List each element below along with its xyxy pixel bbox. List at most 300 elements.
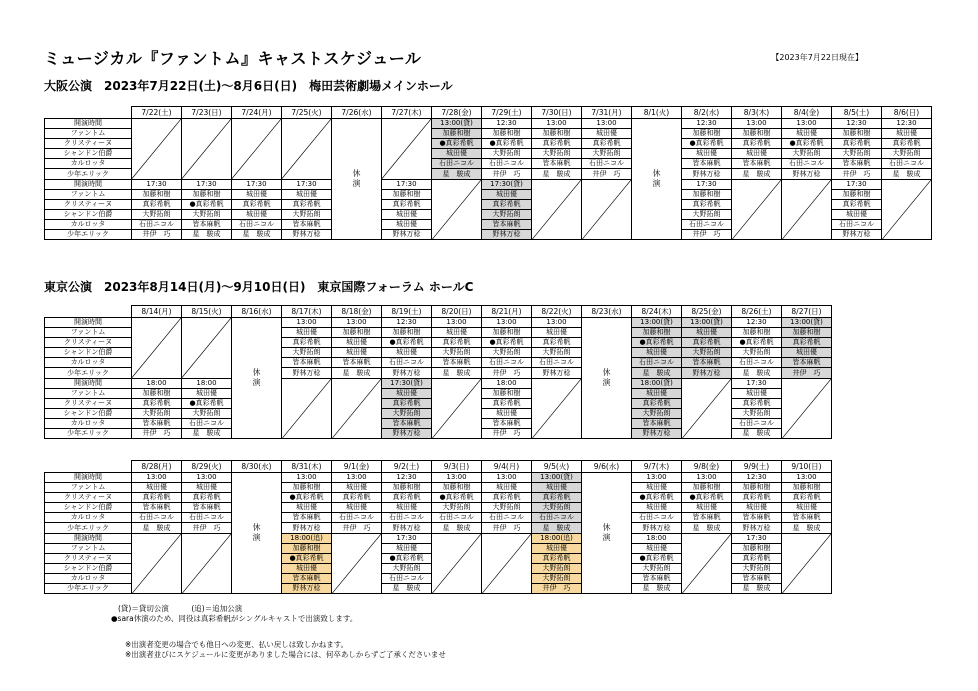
cast-cell: 加藤和樹: [282, 543, 332, 553]
show-time-cell: 13:00: [332, 473, 382, 483]
cast-cell: 加藤和樹: [682, 483, 732, 493]
cast-cell: 城田優: [182, 483, 232, 493]
date-header: 8/22(火): [532, 306, 582, 318]
no-performance-cell: [682, 378, 732, 439]
show-time-cell: 12:30: [482, 119, 532, 129]
cast-cell: 真彩希帆: [582, 139, 632, 149]
cast-cell: 大野拓朗: [132, 209, 182, 219]
role-label: シャンドン伯爵: [45, 149, 132, 159]
show-time-cell: 13:00: [682, 473, 732, 483]
cast-cell: 大野拓朗: [382, 408, 432, 418]
role-label: シャンドン伯爵: [45, 408, 132, 418]
date-header: 9/2(土): [382, 461, 432, 473]
cast-cell: 野林万稔: [532, 368, 582, 378]
cast-cell: ●真彩希帆: [782, 139, 832, 149]
cast-cell: 大野拓朗: [732, 408, 782, 418]
cast-cell: ●真彩希帆: [632, 338, 682, 348]
cast-cell: 城田優: [332, 503, 382, 513]
cast-cell: 井伊 巧: [682, 230, 732, 240]
cast-cell: 星 駿成: [732, 429, 782, 439]
cast-cell: 石田ニコル: [832, 219, 882, 229]
cast-cell: 大野拓朗: [582, 149, 632, 159]
show-time-cell: 13:00: [282, 473, 332, 483]
cast-cell: 井伊 巧: [482, 429, 532, 439]
cast-cell: 星 駿成: [132, 523, 182, 533]
date-header: 9/6(水): [582, 461, 632, 473]
cast-cell: 城田優: [432, 149, 482, 159]
show-time-cell: 13:00: [332, 318, 382, 328]
show-time-cell: 13:00: [582, 119, 632, 129]
cast-cell: 真彩希帆: [232, 199, 282, 209]
cast-cell: 加藤和樹: [782, 328, 832, 338]
show-time-cell: 12:30: [382, 473, 432, 483]
cast-cell: 井伊 巧: [182, 523, 232, 533]
cast-cell: 石田ニコル: [582, 159, 632, 169]
cast-cell: 加藤和樹: [482, 129, 532, 139]
footnote-2: ※出演者並びにスケジュールに変更がありました場合には、何卒あしからずご了承くださいませ: [125, 650, 446, 659]
role-label: 開演時間: [45, 473, 132, 483]
date-header: 9/8(金): [682, 461, 732, 473]
date-header: 9/3(日): [432, 461, 482, 473]
cast-cell: 真彩希帆: [882, 139, 932, 149]
cast-cell: 星 駿成: [432, 169, 482, 179]
role-label: シャンドン伯爵: [45, 503, 132, 513]
cast-cell: 大野拓朗: [532, 563, 582, 573]
cast-cell: 真彩希帆: [532, 338, 582, 348]
cast-cell: 真彩希帆: [682, 199, 732, 209]
cast-cell: 大野拓朗: [432, 503, 482, 513]
cast-cell: 城田優: [382, 388, 432, 398]
date-header: 8/15(火): [182, 306, 232, 318]
legend-line-1: (貸)＝貸切公演 (追)＝追加公演: [118, 604, 243, 613]
cast-cell: 大野拓朗: [482, 503, 532, 513]
show-time-cell: 13:00(貸): [632, 318, 682, 328]
no-performance-cell: [332, 533, 382, 594]
cast-cell: 野林万稔: [282, 230, 332, 240]
show-time-cell: 17:30: [832, 179, 882, 189]
date-header: 7/29(土): [482, 107, 532, 119]
cast-cell: 真彩希帆: [682, 338, 732, 348]
cast-cell: 大野拓朗: [182, 408, 232, 418]
date-header: 7/23(日): [182, 107, 232, 119]
cast-cell: 大野拓朗: [732, 348, 782, 358]
no-performance-cell: [332, 378, 382, 439]
cast-cell: 皆本麻帆: [282, 513, 332, 523]
role-label: 少年エリック: [45, 169, 132, 179]
cast-cell: 皆本麻帆: [182, 503, 232, 513]
cast-cell: 皆本麻帆: [732, 159, 782, 169]
tokyo-venue: 東京公演 2023年8月14日(月)～9月10日(日) 東京国際フォーラム ホールC: [44, 280, 474, 294]
cast-cell: 大野拓朗: [182, 209, 232, 219]
show-time-cell: 18:00(追): [532, 533, 582, 543]
no-performance-cell: [782, 533, 832, 594]
cast-cell: 野林万稔: [632, 429, 682, 439]
cast-cell: 星 駿成: [782, 523, 832, 533]
cast-cell: 城田優: [732, 503, 782, 513]
cast-cell: 野林万稔: [732, 523, 782, 533]
cast-cell: 石田ニコル: [182, 513, 232, 523]
date-header: 9/4(月): [482, 461, 532, 473]
cast-cell: 石田ニコル: [682, 219, 732, 229]
role-label: 少年エリック: [45, 230, 132, 240]
no-performance-cell: [432, 533, 482, 594]
date-header: 7/26(水): [332, 107, 382, 119]
role-label: 開演時間: [45, 318, 132, 328]
cast-cell: 星 駿成: [732, 368, 782, 378]
date-header: 8/24(木): [632, 306, 682, 318]
no-performance-cell: [282, 378, 332, 439]
cast-cell: 真彩希帆: [732, 493, 782, 503]
cast-cell: 真彩希帆: [532, 493, 582, 503]
show-time-cell: 13:00(貸): [432, 119, 482, 129]
osaka-venue: 大阪公演 2023年7月22日(土)～8月6日(日) 梅田芸術劇場メインホール: [44, 79, 453, 93]
rest-day-cell: 休演: [232, 318, 282, 439]
cast-cell: ●真彩希帆: [682, 493, 732, 503]
cast-cell: 加藤和樹: [532, 129, 582, 139]
show-time-cell: 12:30: [882, 119, 932, 129]
cast-cell: 真彩希帆: [732, 553, 782, 563]
cast-cell: 石田ニコル: [382, 573, 432, 583]
cast-cell: 野林万稔: [632, 523, 682, 533]
cast-cell: 城田優: [132, 483, 182, 493]
cast-cell: 加藤和樹: [282, 483, 332, 493]
date-header: 8/31(木): [282, 461, 332, 473]
show-time-cell: 12:30: [832, 119, 882, 129]
cast-cell: 真彩希帆: [432, 338, 482, 348]
cast-cell: 加藤和樹: [382, 189, 432, 199]
cast-cell: 大野拓朗: [832, 149, 882, 159]
show-time-cell: 13:00: [782, 119, 832, 129]
date-header: 7/31(月): [582, 107, 632, 119]
show-time-cell: 13:00: [532, 119, 582, 129]
cast-cell: 加藤和樹: [182, 189, 232, 199]
cast-cell: 大野拓朗: [732, 563, 782, 573]
cast-cell: 加藤和樹: [682, 189, 732, 199]
no-performance-cell: [232, 119, 282, 180]
cast-cell: 真彩希帆: [632, 398, 682, 408]
cast-cell: 真彩希帆: [782, 338, 832, 348]
cast-cell: 城田優: [782, 348, 832, 358]
cast-cell: 皆本麻帆: [382, 418, 432, 428]
cast-cell: 大野拓朗: [382, 563, 432, 573]
cast-cell: 城田優: [532, 328, 582, 338]
cast-cell: 大野拓朗: [132, 408, 182, 418]
show-time-cell: 13:00: [182, 473, 232, 483]
cast-cell: ●真彩希帆: [282, 553, 332, 563]
role-label: クリスティーヌ: [45, 553, 132, 563]
role-label: 少年エリック: [45, 429, 132, 439]
role-label: 少年エリック: [45, 523, 132, 533]
date-header: 8/2(水): [682, 107, 732, 119]
date-header: 9/10(日): [782, 461, 832, 473]
cast-cell: 城田優: [382, 219, 432, 229]
cast-cell: 石田ニコル: [732, 418, 782, 428]
no-performance-cell: [132, 318, 182, 379]
no-performance-cell: [182, 318, 232, 379]
role-label: クリスティーヌ: [45, 493, 132, 503]
no-performance-cell: [382, 119, 432, 180]
cast-cell: 加藤和樹: [482, 328, 532, 338]
cast-cell: 星 駿成: [232, 230, 282, 240]
no-performance-cell: [182, 533, 232, 594]
date-header: 8/19(土): [382, 306, 432, 318]
cast-cell: 星 駿成: [332, 368, 382, 378]
cast-cell: 皆本麻帆: [832, 159, 882, 169]
cast-cell: 城田優: [532, 543, 582, 553]
cast-cell: 加藤和樹: [132, 388, 182, 398]
show-time-cell: 18:00(貸): [632, 378, 682, 388]
show-time-cell: 13:00: [132, 473, 182, 483]
cast-cell: 星 駿成: [182, 230, 232, 240]
cast-cell: 城田優: [532, 483, 582, 493]
show-time-cell: 17:30(貸): [382, 378, 432, 388]
cast-cell: 皆本麻帆: [732, 513, 782, 523]
cast-cell: 大野拓朗: [532, 503, 582, 513]
cast-cell: 城田優: [182, 388, 232, 398]
cast-cell: 城田優: [732, 388, 782, 398]
cast-cell: 城田優: [232, 189, 282, 199]
header-spacer: [45, 107, 132, 119]
cast-cell: 井伊 巧: [132, 230, 182, 240]
cast-cell: 星 駿成: [532, 169, 582, 179]
cast-cell: 大野拓朗: [882, 149, 932, 159]
show-time-cell: 13:00(貸): [782, 318, 832, 328]
role-label: 開演時間: [45, 533, 132, 543]
rest-day-cell: 休演: [332, 119, 382, 240]
role-label: 少年エリック: [45, 368, 132, 378]
no-performance-cell: [782, 179, 832, 240]
date-header: 8/14(月): [132, 306, 182, 318]
cast-cell: 皆本麻帆: [182, 219, 232, 229]
cast-cell: 真彩希帆: [282, 199, 332, 209]
footnotes: [125, 640, 446, 660]
show-time-cell: 18:00: [632, 533, 682, 543]
show-time-cell: 13:00: [432, 473, 482, 483]
cast-cell: 大野拓朗: [282, 348, 332, 358]
cast-cell: 石田ニコル: [532, 358, 582, 368]
date-header: 8/30(水): [232, 461, 282, 473]
cast-cell: 城田優: [282, 563, 332, 573]
cast-cell: 真彩希帆: [132, 199, 182, 209]
no-performance-cell: [432, 378, 482, 439]
cast-cell: 皆本麻帆: [432, 358, 482, 368]
cast-cell: 皆本麻帆: [482, 418, 532, 428]
date-header: 7/22(土): [132, 107, 182, 119]
date-header: 9/7(木): [632, 461, 682, 473]
no-performance-cell: [182, 119, 232, 180]
cast-cell: 城田優: [382, 209, 432, 219]
cast-cell: 石田ニコル: [232, 219, 282, 229]
cast-cell: 城田優: [282, 328, 332, 338]
cast-cell: 城田優: [382, 348, 432, 358]
cast-cell: 城田優: [382, 503, 432, 513]
cast-cell: ●真彩希帆: [732, 338, 782, 348]
cast-cell: ●真彩希帆: [482, 139, 532, 149]
header-spacer: [45, 306, 132, 318]
cast-cell: 加藤和樹: [382, 483, 432, 493]
cast-cell: 野林万稔: [282, 584, 332, 594]
cast-cell: 皆本麻帆: [682, 513, 732, 523]
cast-cell: 真彩希帆: [532, 553, 582, 563]
cast-cell: 井伊 巧: [482, 169, 532, 179]
cast-cell: ●真彩希帆: [682, 139, 732, 149]
show-time-cell: 12:30: [732, 318, 782, 328]
cast-cell: 皆本麻帆: [782, 358, 832, 368]
cast-cell: 井伊 巧: [532, 584, 582, 594]
date-header: 8/20(日): [432, 306, 482, 318]
cast-cell: 野林万稔: [832, 230, 882, 240]
cast-cell: 石田ニコル: [432, 159, 482, 169]
show-time-cell: 18:00: [132, 378, 182, 388]
date-header: 7/24(月): [232, 107, 282, 119]
cast-cell: 真彩希帆: [732, 398, 782, 408]
cast-cell: 星 駿成: [632, 584, 682, 594]
cast-cell: 城田優: [482, 189, 532, 199]
date-header: 9/1(金): [332, 461, 382, 473]
cast-cell: 大野拓朗: [632, 563, 682, 573]
show-time-cell: 13:00: [532, 318, 582, 328]
cast-cell: 城田優: [682, 328, 732, 338]
cast-cell: 真彩希帆: [482, 493, 532, 503]
rest-day-cell: 休演: [582, 473, 632, 594]
cast-cell: 大野拓朗: [282, 209, 332, 219]
cast-cell: 城田優: [332, 338, 382, 348]
cast-cell: 城田優: [332, 483, 382, 493]
role-label: クリスティーヌ: [45, 139, 132, 149]
cast-cell: 城田優: [632, 388, 682, 398]
cast-cell: 城田優: [782, 129, 832, 139]
date-header: 9/9(土): [732, 461, 782, 473]
cast-cell: 加藤和樹: [732, 483, 782, 493]
role-label: 開演時間: [45, 179, 132, 189]
show-time-cell: 13:00: [282, 318, 332, 328]
cast-cell: 星 駿成: [532, 523, 582, 533]
show-time-cell: 17:30(貸): [482, 179, 532, 189]
cast-cell: ●真彩希帆: [382, 553, 432, 563]
date-header: 8/16(水): [232, 306, 282, 318]
show-time-cell: 13:00: [482, 318, 532, 328]
cast-cell: 城田優: [482, 483, 532, 493]
cast-cell: 加藤和樹: [432, 129, 482, 139]
cast-cell: 井伊 巧: [482, 523, 532, 533]
cast-cell: 皆本麻帆: [132, 418, 182, 428]
date-header: 8/17(木): [282, 306, 332, 318]
cast-cell: 皆本麻帆: [632, 418, 682, 428]
date-header: 8/18(金): [332, 306, 382, 318]
role-label: クリスティーヌ: [45, 338, 132, 348]
cast-cell: 真彩希帆: [282, 338, 332, 348]
cast-cell: 加藤和樹: [382, 328, 432, 338]
show-time-cell: 17:30: [382, 179, 432, 189]
cast-cell: 城田優: [282, 189, 332, 199]
show-time-cell: 17:30: [732, 533, 782, 543]
cast-cell: ●真彩希帆: [482, 338, 532, 348]
cast-cell: 星 駿成: [682, 523, 732, 533]
no-performance-cell: [682, 533, 732, 594]
cast-cell: 野林万稔: [382, 523, 432, 533]
cast-cell: 真彩希帆: [132, 493, 182, 503]
cast-cell: 城田優: [782, 503, 832, 513]
cast-cell: 加藤和樹: [132, 189, 182, 199]
date-header: 8/5(土): [832, 107, 882, 119]
show-time-cell: 17:30: [282, 179, 332, 189]
no-performance-cell: [482, 533, 532, 594]
cast-cell: 皆本麻帆: [682, 159, 732, 169]
no-performance-cell: [782, 378, 832, 439]
no-performance-cell: [432, 179, 482, 240]
show-time-cell: 13:00(貸): [682, 318, 732, 328]
cast-cell: 真彩希帆: [182, 493, 232, 503]
cast-cell: 大野拓朗: [432, 348, 482, 358]
date-header: 8/1(火): [632, 107, 682, 119]
cast-cell: 城田優: [282, 503, 332, 513]
date-header: 8/29(火): [182, 461, 232, 473]
cast-cell: 皆本麻帆: [632, 573, 682, 583]
cast-cell: 星 駿成: [432, 523, 482, 533]
cast-cell: 加藤和樹: [732, 129, 782, 139]
rest-day-cell: 休演: [582, 318, 632, 439]
cast-cell: 野林万稔: [382, 429, 432, 439]
cast-cell: 石田ニコル: [432, 513, 482, 523]
cast-cell: 星 駿成: [182, 429, 232, 439]
cast-cell: 石田ニコル: [632, 358, 682, 368]
no-performance-cell: [132, 119, 182, 180]
rest-day-cell: 休演: [632, 119, 682, 240]
cast-cell: 皆本麻帆: [532, 159, 582, 169]
cast-cell: ●真彩希帆: [182, 199, 232, 209]
cast-cell: 石田ニコル: [382, 513, 432, 523]
cast-cell: 井伊 巧: [132, 429, 182, 439]
show-time-cell: 17:30: [732, 378, 782, 388]
cast-cell: 大野拓朗: [532, 348, 582, 358]
cast-cell: 井伊 巧: [482, 368, 532, 378]
cast-cell: 城田優: [682, 503, 732, 513]
role-label: 開演時間: [45, 378, 132, 388]
date-header: 8/23(水): [582, 306, 632, 318]
cast-cell: 石田ニコル: [382, 358, 432, 368]
cast-cell: 星 駿成: [632, 368, 682, 378]
role-label: 少年エリック: [45, 584, 132, 594]
no-performance-cell: [882, 179, 932, 240]
cast-cell: 加藤和樹: [782, 483, 832, 493]
date-header: 8/21(月): [482, 306, 532, 318]
show-time-cell: 13:00: [482, 473, 532, 483]
cast-cell: 野林万稔: [682, 368, 732, 378]
cast-cell: 皆本麻帆: [132, 503, 182, 513]
cast-cell: 野林万稔: [482, 230, 532, 240]
cast-cell: 大野拓朗: [682, 209, 732, 219]
role-label: カルロッタ: [45, 159, 132, 169]
date-header: 7/27(木): [382, 107, 432, 119]
cast-cell: 石田ニコル: [132, 513, 182, 523]
role-label: カルロッタ: [45, 358, 132, 368]
show-time-cell: 13:00: [732, 119, 782, 129]
cast-cell: 石田ニコル: [532, 513, 582, 523]
cast-cell: 皆本麻帆: [782, 513, 832, 523]
cast-cell: 皆本麻帆: [282, 358, 332, 368]
cast-cell: 大野拓朗: [532, 149, 582, 159]
cast-cell: 加藤和樹: [832, 189, 882, 199]
show-time-cell: 13:00(貸): [532, 473, 582, 483]
cast-cell: 石田ニコル: [182, 418, 232, 428]
legend: [111, 604, 358, 624]
role-label: 開演時間: [45, 119, 132, 129]
rest-day-cell: 休演: [232, 473, 282, 594]
cast-cell: ●真彩希帆: [632, 553, 682, 563]
role-label: ファントム: [45, 543, 132, 553]
cast-cell: 真彩希帆: [832, 139, 882, 149]
cast-cell: 城田優: [232, 209, 282, 219]
